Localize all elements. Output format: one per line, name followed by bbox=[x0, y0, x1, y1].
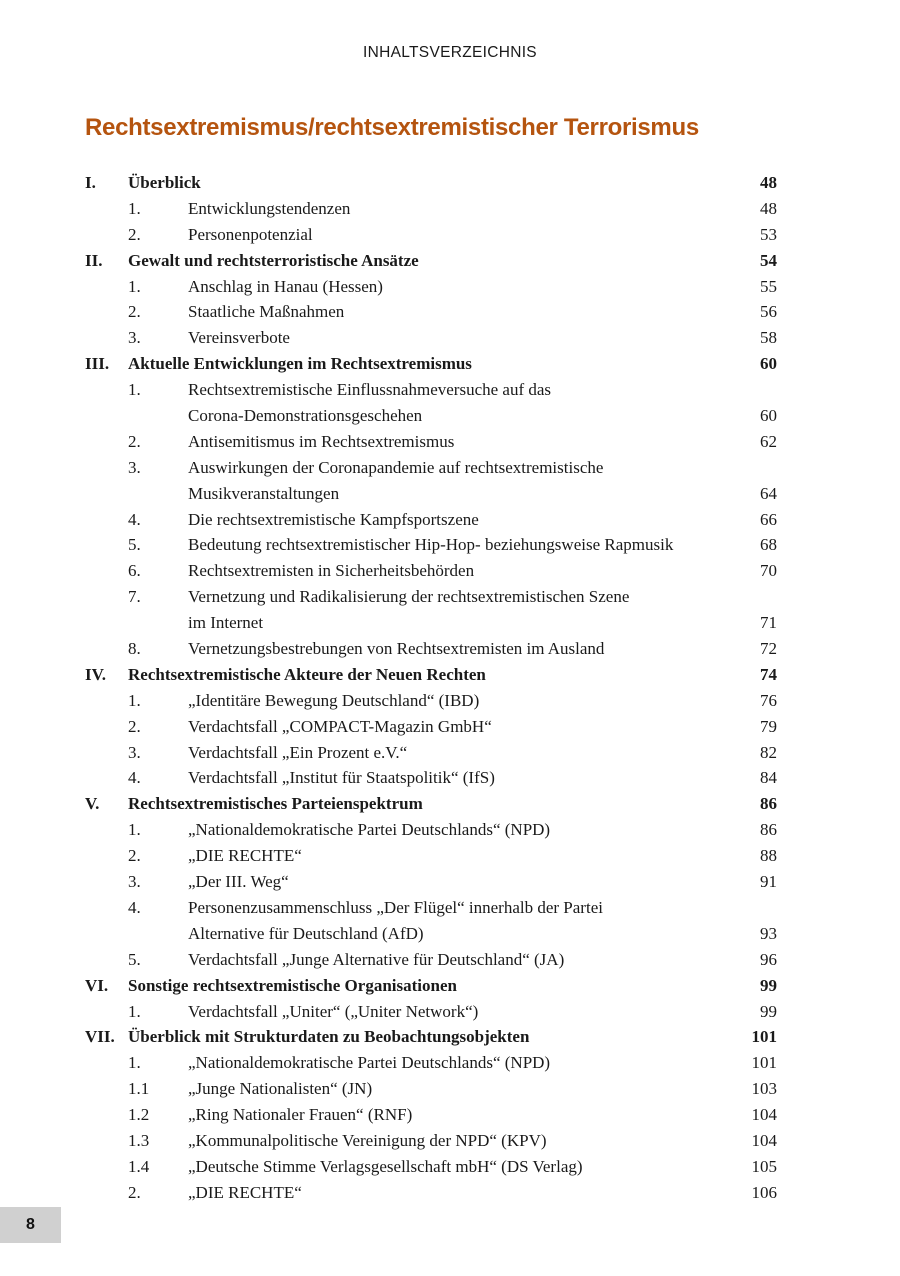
toc-entry-row[interactable] bbox=[85, 584, 777, 610]
toc-entry-title: Entwicklungstendenzen bbox=[188, 198, 351, 218]
toc-chapter-row[interactable] bbox=[85, 973, 777, 999]
toc-entry-title: Staatliche Maßnahmen bbox=[188, 302, 345, 322]
toc-entry-row[interactable] bbox=[85, 429, 777, 455]
toc-entry-row[interactable] bbox=[85, 507, 777, 533]
toc-entry-title: Alternative für Deutschland (AfD) bbox=[188, 923, 424, 943]
running-head: INHALTSVERZEICHNIS bbox=[363, 44, 537, 61]
toc-entry-row[interactable] bbox=[85, 999, 777, 1025]
toc-entry-number: 1.1 bbox=[128, 1079, 150, 1099]
toc-entry-row[interactable] bbox=[85, 1050, 777, 1076]
toc-entry-page: 93 bbox=[760, 923, 777, 943]
toc-entry-page: 104 bbox=[751, 1105, 777, 1125]
toc-entry-row[interactable] bbox=[85, 895, 777, 921]
toc-entry-title: „Nationaldemokratische Partei Deutschlands“ (NPD) bbox=[188, 1053, 551, 1073]
toc-entry-row[interactable] bbox=[85, 196, 777, 222]
toc-entry-page: 48 bbox=[760, 173, 777, 192]
toc-entry-page: 105 bbox=[751, 1156, 777, 1176]
toc-entry-page: 74 bbox=[760, 664, 777, 684]
toc-entry-row[interactable] bbox=[85, 765, 777, 791]
toc-entry-page: 70 bbox=[760, 561, 777, 581]
toc-entry-number: 5. bbox=[128, 535, 141, 555]
toc-entry-title: „Identitäre Bewegung Deutschland“ (IBD) bbox=[188, 690, 480, 710]
toc-entry-page: 64 bbox=[760, 483, 777, 503]
toc-entry-page: 66 bbox=[760, 509, 777, 529]
toc-entry-title: Rechtsextremistische Einflussnahmeversuche auf das bbox=[188, 380, 552, 400]
toc-entry-title: Verdachtsfall „COMPACT-Magazin GmbH“ bbox=[188, 716, 492, 736]
toc-entry-title: Vernetzung und Radikalisierung der rechtsextremistischen Szene bbox=[188, 587, 630, 607]
toc-entry-number: 1.3 bbox=[128, 1130, 150, 1150]
toc-entry-row[interactable] bbox=[85, 610, 777, 636]
toc-entry-title: Bedeutung rechtsextremistischer Hip-Hop- beziehungsweise Rapmusik bbox=[188, 535, 674, 555]
toc-entry-row[interactable] bbox=[85, 325, 777, 351]
toc-entry-title: „Deutsche Stimme Verlagsgesellschaft mbH“ (DS Verlag) bbox=[188, 1156, 583, 1176]
toc-entry-number: 2. bbox=[128, 1182, 141, 1202]
toc-entry-title: Personenzusammenschluss „Der Flügel“ innerhalb der Partei bbox=[188, 897, 603, 917]
toc-entry-title: Die rechtsextremistische Kampfsportszene bbox=[188, 509, 479, 529]
toc-entry-page: 71 bbox=[760, 613, 777, 633]
toc-entry-row[interactable] bbox=[85, 532, 777, 558]
toc-entry-title: Gewalt und rechtsterroristische Ansätze bbox=[128, 250, 419, 270]
toc-entry-number: 1.4 bbox=[128, 1156, 150, 1176]
toc-entry-row[interactable] bbox=[85, 274, 777, 300]
toc-entry-title: Verdachtsfall „Junge Alternative für Deutschland“ (JA) bbox=[188, 949, 565, 969]
toc-entry-title: Rechtsextremistische Akteure der Neuen Rechten bbox=[128, 664, 486, 684]
toc-entry-row[interactable] bbox=[85, 222, 777, 248]
toc-entry-row[interactable] bbox=[85, 636, 777, 662]
toc-entry-number: 2. bbox=[128, 431, 141, 451]
toc-entry-row[interactable] bbox=[85, 558, 777, 584]
toc-chapter-row[interactable] bbox=[85, 1024, 777, 1050]
page-number: 8 bbox=[0, 1207, 61, 1243]
toc-entry-number: V. bbox=[85, 794, 100, 814]
toc-entry-title: „Der III. Weg“ bbox=[188, 872, 289, 892]
toc-entry-page: 82 bbox=[760, 742, 777, 762]
toc-entry-title: Personenpotenzial bbox=[188, 224, 313, 244]
toc-entry-number: 4. bbox=[128, 768, 141, 788]
toc-entry-page: 76 bbox=[760, 690, 777, 710]
toc-entry-title: Auswirkungen der Coronapandemie auf rechtsextremistische bbox=[188, 457, 604, 477]
toc-entry-row[interactable] bbox=[85, 714, 777, 740]
toc-entry-number: 5. bbox=[128, 949, 141, 969]
toc-entry-page: 106 bbox=[751, 1182, 777, 1202]
toc-entry-title: Antisemitismus im Rechtsextremismus bbox=[188, 431, 455, 451]
toc-entry-title: Aktuelle Entwicklungen im Rechtsextremismus bbox=[128, 354, 472, 374]
toc-entry-title: Vernetzungsbestrebungen von Rechtsextremisten im Ausland bbox=[188, 639, 605, 659]
toc-entry-title: Corona-Demonstrationsgeschehen bbox=[188, 406, 423, 426]
toc-entry-title: „DIE RECHTE“ bbox=[188, 1182, 302, 1202]
toc-entry-number: 1. bbox=[128, 820, 141, 840]
toc-entry-number: VI. bbox=[85, 975, 109, 995]
toc-entry-number: 4. bbox=[128, 897, 141, 917]
toc-entry-number: 2. bbox=[128, 846, 141, 866]
toc-entry-row[interactable] bbox=[85, 947, 777, 973]
toc-entry-number: II. bbox=[85, 250, 103, 270]
toc-entry-number: 3. bbox=[128, 872, 141, 892]
toc-entry-title: Vereinsverbote bbox=[188, 328, 290, 348]
toc-entry-number: 1.2 bbox=[128, 1105, 150, 1125]
toc-entry-page: 55 bbox=[760, 276, 777, 296]
toc-entry-number: 3. bbox=[128, 328, 141, 348]
toc-entry-number: 2. bbox=[128, 716, 141, 736]
toc-entry-row[interactable] bbox=[85, 1076, 777, 1102]
toc-entry-page: 48 bbox=[760, 198, 777, 218]
toc-entry-page: 99 bbox=[760, 1001, 777, 1021]
toc-entry-page: 60 bbox=[760, 354, 777, 374]
toc-entry-page: 62 bbox=[760, 431, 777, 451]
toc-entry-page: 79 bbox=[760, 716, 777, 736]
toc-entry-row[interactable] bbox=[85, 403, 777, 429]
toc-entry-number: 4. bbox=[128, 509, 141, 529]
toc-entry-number: 3. bbox=[128, 742, 141, 762]
toc-entry-number: 1. bbox=[128, 198, 141, 218]
toc-entry-row[interactable] bbox=[85, 1154, 777, 1180]
toc-entry-page: 99 bbox=[760, 975, 777, 995]
toc-entry-number: 1. bbox=[128, 380, 141, 400]
toc-entry-number: 1. bbox=[128, 276, 141, 296]
toc-entry-page: 88 bbox=[760, 846, 777, 866]
toc-entry-number: 2. bbox=[128, 224, 141, 244]
toc-chapter-row[interactable] bbox=[85, 170, 777, 196]
toc-entry-title: im Internet bbox=[188, 613, 264, 633]
table-of-contents bbox=[85, 170, 777, 1206]
toc-entry-page: 101 bbox=[751, 1027, 777, 1047]
toc-entry-title: „DIE RECHTE“ bbox=[188, 846, 302, 866]
toc-entry-row[interactable] bbox=[85, 843, 777, 869]
toc-entry-row[interactable] bbox=[85, 377, 777, 403]
toc-entry-row[interactable] bbox=[85, 921, 777, 947]
toc-entry-title: „Junge Nationalisten“ (JN) bbox=[188, 1079, 373, 1099]
toc-entry-row[interactable] bbox=[85, 869, 777, 895]
toc-entry-number: 3. bbox=[128, 457, 141, 477]
toc-entry-page: 53 bbox=[760, 224, 777, 244]
toc-entry-row[interactable] bbox=[85, 455, 777, 481]
toc-entry-number: 8. bbox=[128, 639, 141, 659]
toc-entry-page: 101 bbox=[751, 1053, 777, 1073]
toc-entry-title: „Ring Nationaler Frauen“ (RNF) bbox=[188, 1105, 413, 1125]
toc-entry-title: Überblick bbox=[128, 173, 201, 192]
toc-entry-page: 60 bbox=[760, 406, 777, 426]
toc-entry-title: Rechtsextremisten in Sicherheitsbehörden bbox=[188, 561, 475, 581]
toc-entry-page: 56 bbox=[760, 302, 777, 322]
toc-entry-page: 96 bbox=[760, 949, 777, 969]
toc-entry-title: Überblick mit Strukturdaten zu Beobachtungsobjekten bbox=[128, 1027, 530, 1047]
toc-entry-title: Anschlag in Hanau (Hessen) bbox=[188, 276, 383, 296]
toc-entry-title: Verdachtsfall „Institut für Staatspolitik“ (IfS) bbox=[188, 768, 495, 788]
toc-entry-title: „Kommunalpolitische Vereinigung der NPD“ (KPV) bbox=[188, 1130, 547, 1150]
toc-entry-number: 7. bbox=[128, 587, 141, 607]
toc-entry-page: 103 bbox=[751, 1079, 777, 1099]
toc-entry-number: 1. bbox=[128, 1053, 141, 1073]
toc-entry-page: 72 bbox=[760, 639, 777, 659]
toc-chapter-row[interactable] bbox=[85, 662, 777, 688]
toc-entry-page: 104 bbox=[751, 1130, 777, 1150]
toc-entry-number: IV. bbox=[85, 664, 106, 684]
toc-entry-number: III. bbox=[85, 354, 110, 374]
toc-entry-row[interactable] bbox=[85, 1180, 777, 1206]
toc-entry-title: Verdachtsfall „Ein Prozent e.V.“ bbox=[188, 742, 408, 762]
toc-chapter-row[interactable] bbox=[85, 351, 777, 377]
toc-entry-page: 68 bbox=[760, 535, 777, 555]
toc-entry-title: Verdachtsfall „Uniter“ („Uniter Network“) bbox=[188, 1001, 479, 1021]
toc-chapter-row[interactable] bbox=[85, 791, 777, 817]
toc-entry-page: 54 bbox=[760, 250, 777, 270]
toc-entry-title: Sonstige rechtsextremistische Organisationen bbox=[128, 975, 457, 995]
toc-entry-title: Musikveranstaltungen bbox=[188, 483, 340, 503]
section-title: Rechtsextremismus/rechtsextremistischer Terrorismus bbox=[85, 114, 699, 141]
toc-entry-page: 58 bbox=[760, 328, 777, 348]
toc-entry-number: 6. bbox=[128, 561, 141, 581]
toc-entry-row[interactable] bbox=[85, 1102, 777, 1128]
toc-entry-row[interactable] bbox=[85, 299, 777, 325]
toc-entry-row[interactable] bbox=[85, 688, 777, 714]
toc-entry-number: VII. bbox=[85, 1027, 115, 1047]
toc-entry-title: Rechtsextremistisches Parteienspektrum bbox=[128, 794, 423, 814]
toc-entry-page: 86 bbox=[760, 820, 777, 840]
toc-entry-row[interactable] bbox=[85, 740, 777, 766]
toc-entry-page: 84 bbox=[760, 768, 777, 788]
toc-entry-row[interactable] bbox=[85, 817, 777, 843]
toc-entry-title: „Nationaldemokratische Partei Deutschlands“ (NPD) bbox=[188, 820, 551, 840]
toc-entry-number: 2. bbox=[128, 302, 141, 322]
toc-chapter-row[interactable] bbox=[85, 248, 777, 274]
toc-entry-page: 86 bbox=[760, 794, 777, 814]
toc-entry-row[interactable] bbox=[85, 1128, 777, 1154]
toc-entry-number: 1. bbox=[128, 1001, 141, 1021]
toc-entry-number: I. bbox=[85, 173, 96, 192]
toc-entry-number: 1. bbox=[128, 690, 141, 710]
toc-entry-row[interactable] bbox=[85, 481, 777, 507]
toc-entry-page: 91 bbox=[760, 872, 777, 892]
